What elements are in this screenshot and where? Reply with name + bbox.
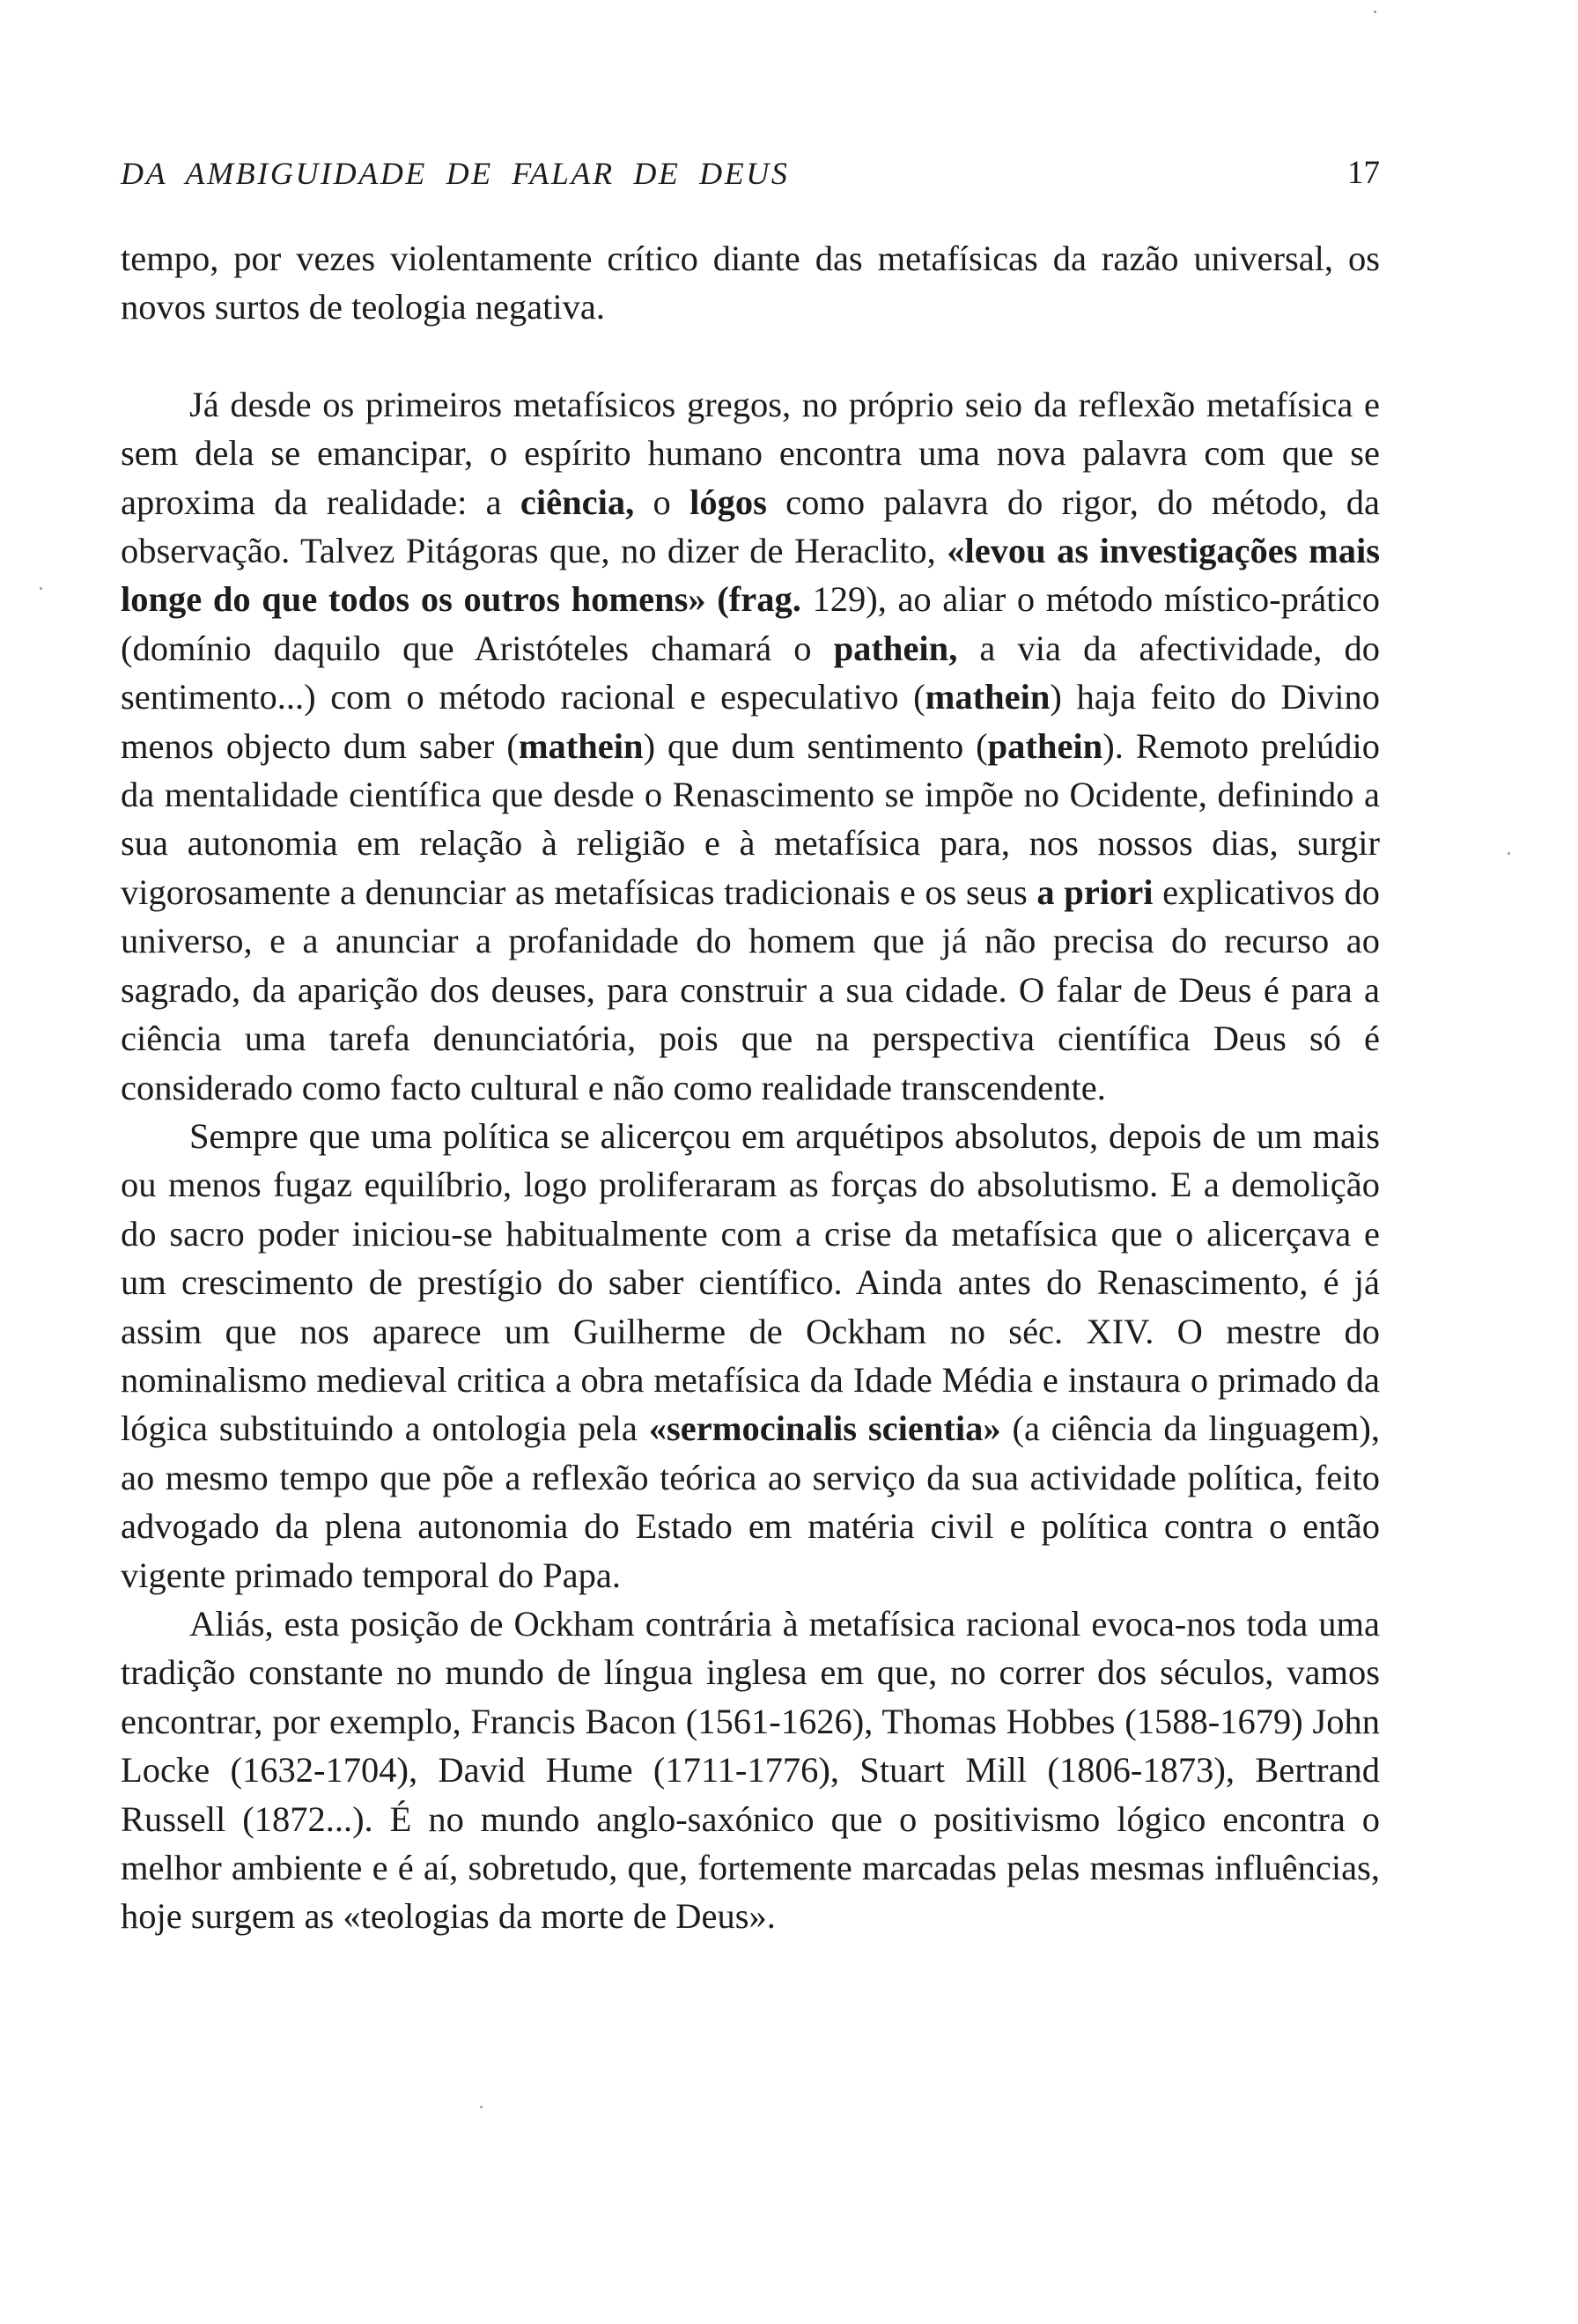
page-number: 17 [1347, 155, 1380, 191]
text-run: o [634, 482, 690, 522]
text-run: explicativos do universo, e a anunciar a profanidade do homem que já não precisa do recurso ao sagrado, da aparição dos deuses, para construir a sua cidade. O falar de Deus é para a ciência uma tarefa denunciatória, pois que na perspectiva científica Deus só é considerado como facto cultural e não como realidade transcendente. [121, 872, 1381, 1107]
text-run: a via da afectividade, do sentimento...) com o método racional e especulativo ( [121, 628, 1380, 717]
paragraph-science [121, 380, 1380, 1112]
bold-term: mathein [518, 725, 644, 766]
running-head [121, 151, 1380, 195]
text-run: como palavra do rigor, do método, da observação. Talvez Pitágoras que, no dizer de Heraclito, [121, 482, 1381, 571]
paragraph-politics [121, 1112, 1380, 1600]
bold-term: mathein [925, 677, 1051, 717]
bold-term: pathein [987, 725, 1103, 766]
running-title: DA AMBIGUIDADE DE FALAR DE DEUS [121, 156, 790, 191]
bold-term: ciência, [520, 482, 635, 522]
text-run: ) que dum sentimento ( [643, 725, 988, 766]
text-run: Aliás, esta posição de Ockham contrária à metafísica racional evoca-nos toda uma tradição constante no mundo de língua inglesa em que, no correr dos séculos, vamos encontrar, por exemplo, Francis Bacon (1561-1626), Thomas Hobbes (1588-1679) John Locke (1632-1704), David Hume (1711-1776), Stuart Mill (1806-1873), Bertrand Russell (1872...). É no mundo anglo-saxónico que o positivismo lógico encontra o melhor ambiente e é aí, sobretudo, que, fortemente marcadas pelas mesmas influências, hoje surgem as «teologias da morte de Deus». [121, 1603, 1380, 1937]
print-speck [480, 2106, 483, 2108]
bold-term: lógos [689, 482, 767, 522]
bold-term: a priori [1036, 872, 1154, 912]
text-run: Sempre que uma política se alicerçou em arquétipos absolutos, depois de um mais ou menos fugaz equilíbrio, logo proliferaram as forças do absolutismo. E a demolição do sacro poder iniciou-se habitualmente com a crise da metafísica que o alicerçava e um crescimento de prestígio do saber científico. Ainda antes do Renascimento, é já assim que nos aparece um Guilherme de Ockham no séc. XIV. O mestre do nominalismo medieval critica a obra metafísica da Idade Média e instaura o primado da lógica substituindo a ontologia pela [121, 1115, 1380, 1449]
bold-quote: «levou as investigações mais longe do que todos os outros homens» (frag. [121, 531, 1380, 620]
text-run: Já desde os primeiros metafísicos gregos, no próprio seio da reflexão metafísica e sem dela se emancipar, o espírito humano encontra uma nova palavra com que se aproxima da realidade: a [121, 384, 1380, 522]
text-run: 129), ao aliar o método místico-prático (domínio daquilo que Aristóteles chamará o [121, 579, 1381, 668]
text-run: ). Remoto prelúdio da mentalidade científica que desde o Renascimento se impõe no Ocidente, definindo a sua autonomia em relação à religião e à metafísica para, nos nossos dias, surgir vigorosamente a denunciar as metafísicas tradicionais e os seus [121, 725, 1380, 912]
paragraph-ockham [121, 1600, 1380, 1941]
print-speck [40, 587, 42, 590]
text-run: (a ciência da linguagem), ao mesmo tempo que põe a reflexão teórica ao serviço da sua actividade política, feito advogado da plena autonomia do Estado em matéria civil e política contra o então vigente primado temporal do Papa. [121, 1408, 1380, 1595]
text-run: tempo, por vezes violentamente crítico diante das metafísicas da razão universal, os novos surtos de teologia negativa. [121, 239, 1380, 327]
print-speck [1374, 11, 1376, 13]
text-run: ) haja feito do Divino menos objecto dum saber ( [121, 677, 1380, 766]
paragraph-continuation [121, 234, 1380, 332]
print-speck [1508, 852, 1510, 855]
bold-term: pathein, [833, 628, 958, 668]
body-text [121, 234, 1380, 1941]
bold-term: «sermocinalis scientia» [648, 1408, 1001, 1449]
